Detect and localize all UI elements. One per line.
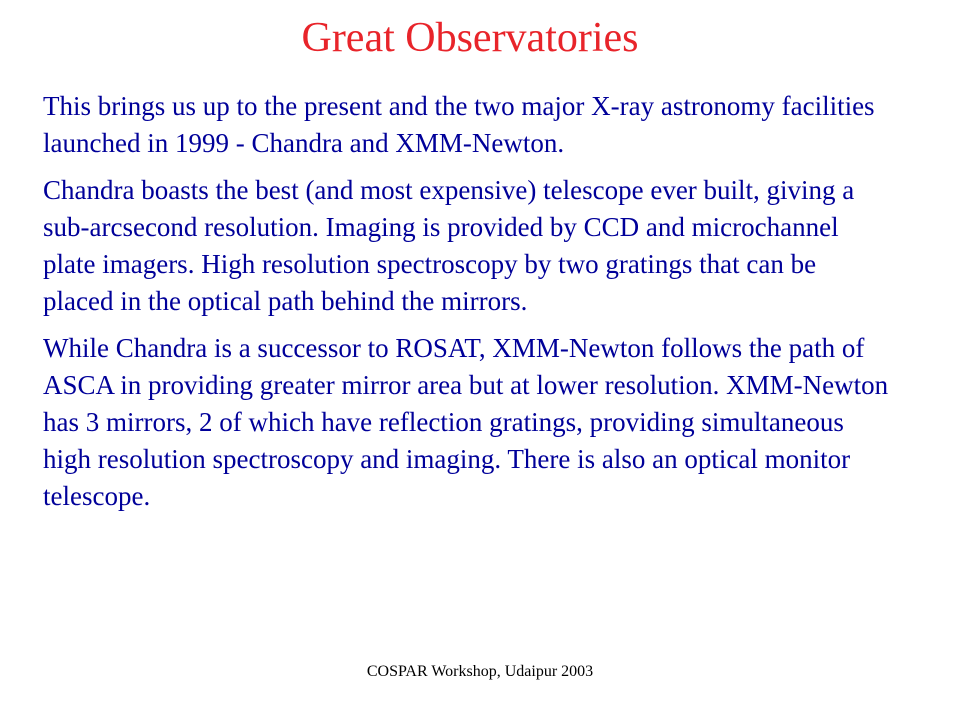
paragraph-intro: This brings us up to the present and the two major X-ray astronomy facilities launched in 1999 - Chandra and XMM-Newton. bbox=[43, 91, 875, 158]
paragraph-chandra: Chandra boasts the best (and most expensive) telescope ever built, giving a sub-arcsecond resolution. Imaging is provided by CCD and microchannel plate imagers. High resolution spectroscopy by two gratings that can be placed in the optical path behind the mirrors. bbox=[43, 175, 855, 316]
slide-footer: COSPAR Workshop, Udaipur 2003 bbox=[366, 663, 594, 680]
slide-title: Great Observatories bbox=[301, 15, 639, 61]
slide-body bbox=[43, 88, 893, 525]
paragraph-xmm-newton: While Chandra is a successor to ROSAT, XMM-Newton follows the path of ASCA in providing greater mirror area but at lower resolution. XMM-Newton has 3 mirrors, 2 of which have reflection gratings, providing simultaneous high resolution spectroscopy and imaging. There is also an optical monitor telescope. bbox=[43, 333, 889, 511]
